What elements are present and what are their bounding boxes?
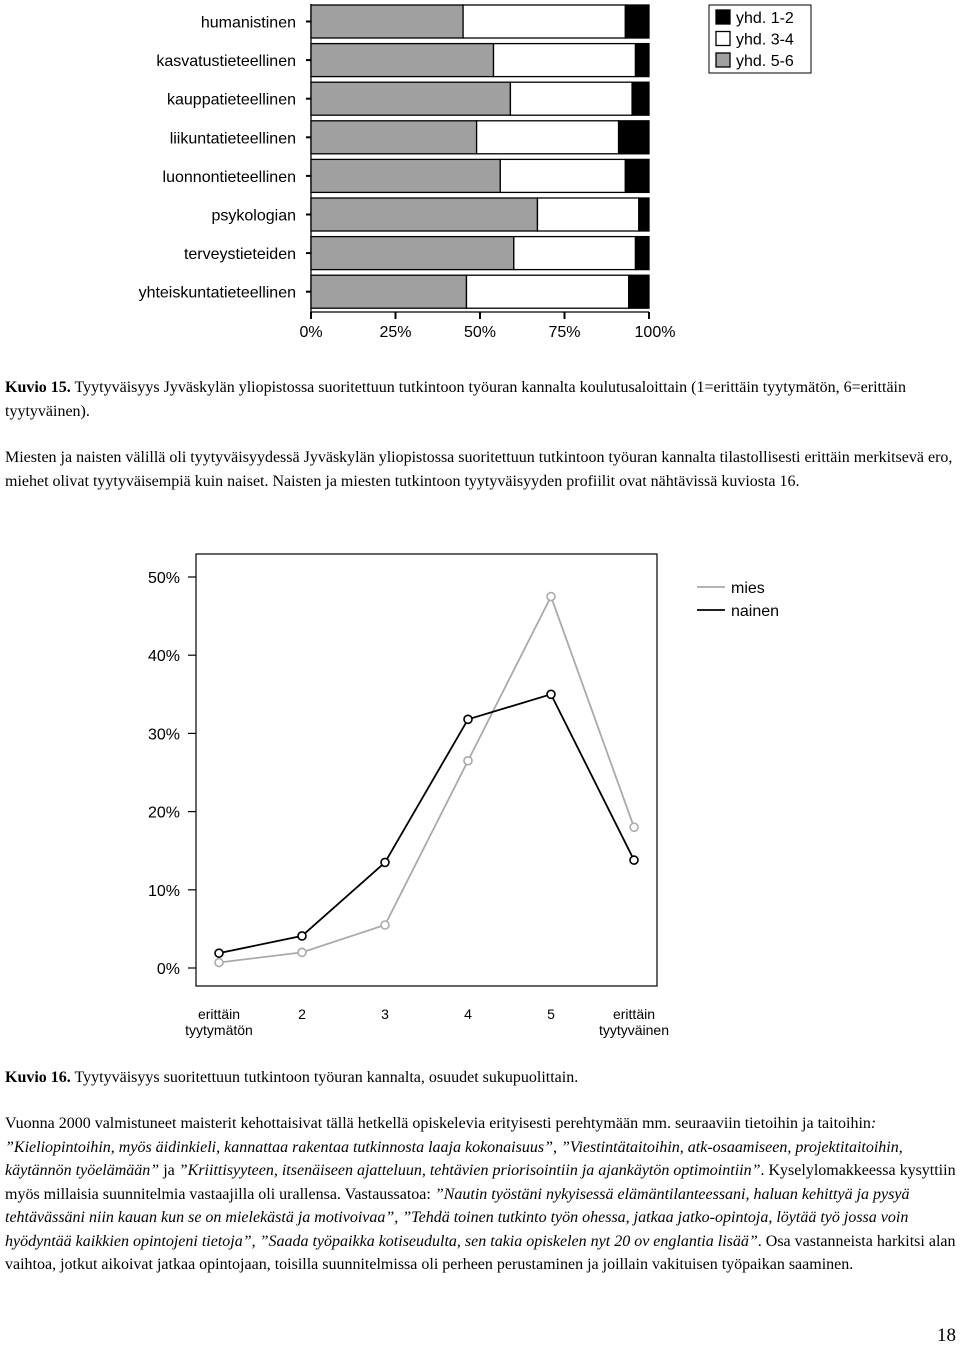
legend-label: yhd. 1-2 [736, 10, 794, 27]
data-point-mies [381, 921, 389, 929]
bar-segment [510, 82, 632, 115]
bar-segment [500, 159, 625, 192]
x-tick-label: tyytymätön [185, 1022, 253, 1038]
stacked-bar-chart [0, 0, 960, 345]
x-tick-label: 25% [379, 324, 412, 341]
data-point-mies [464, 757, 472, 765]
paragraph-gender-difference: Miesten ja naisten välillä oli tyytyväisyydessä Jyväskylän yliopistossa suoritettuun tutkintoon työuran kannalta tilastollisesti erittäin merkitsevä ero, miehet olivat tyytyväisempiä kuin naiset. Naisten ja miesten tutkintoon tyytyväisyyden profiilit ovat nähtävissä kuviosta 16. [5, 449, 953, 490]
y-tick-label: 0% [156, 961, 180, 978]
bar-segment [632, 82, 649, 115]
data-point-mies [298, 948, 306, 956]
y-tick-label: 10% [147, 882, 180, 900]
bar-segment [625, 5, 649, 38]
data-point-mies [630, 823, 638, 831]
bar-segment [619, 121, 649, 154]
bar-segment [635, 44, 649, 77]
figure-15-caption: Kuvio 15. Tyytyväisyys Jyväskylän yliopistossa suoritettuun tutkintoon työuran kannalta koulutusaloittain (1=erittäin tyytymätön, 6=erittäin tyytyväinen). [5, 379, 906, 420]
bar-segment [311, 82, 510, 115]
y-tick-label: 50% [147, 570, 180, 587]
bar-segment [625, 159, 649, 192]
data-point-nainen [547, 690, 555, 698]
bar-segment [311, 5, 463, 38]
data-point-nainen [464, 715, 472, 723]
category-label: psykologian [211, 207, 296, 225]
data-point-nainen [215, 949, 223, 957]
bar-segment [466, 275, 628, 308]
x-tick-label: tyytyväinen [598, 1022, 670, 1038]
bar-segment [629, 275, 649, 308]
legend-label: yhd. 3-4 [736, 31, 794, 49]
legend-swatch [716, 32, 730, 46]
legend-label: yhd. 5-6 [736, 53, 794, 70]
category-label: luonnontieteellinen [162, 168, 296, 186]
y-tick-label: 40% [147, 648, 180, 666]
page-number: 18 [937, 1325, 956, 1346]
x-tick-label: 0% [299, 324, 323, 341]
bar-segment [311, 198, 537, 231]
x-tick-label: 75% [548, 324, 581, 341]
x-tick-label: 50% [463, 324, 497, 341]
data-point-nainen [630, 856, 638, 864]
x-tick-label: 5 [547, 1006, 555, 1022]
paragraph-advice: Vuonna 2000 valmistuneet maisterit kehottaisivat tällä hetkellä opiskelevia erityisesti perehtymään mm. seuraaviin tietoihin ja taitoihin: ”Kieliopintoihin, myös äidinkieli, kannattaa rakentaa tutkinnosta laaja kokonaisuus”, ”Viestintätaitoihin, atk-osaamiseen, projektitaitoihin, käytännön työelämään” ja ”Kriittisyyteen, itsenäiseen ajatteluun, tehtävien priorisointiin ja ajankäytön optimointiin”. Kyselylomakkeessa kysyttiin myös millaisia suunnitelmia vastaajilla oli urallensa. Vastaussatoa: ”Nautin työstäni nykyisessä elämäntilanteessani, haluan kehittyä ja pysyä tehtävässäni niin kauan kun se on mielekästä ja motivoivaa”, ”Tehdä toinen tutkinto työn ohessa, jatkaa jatko-opintoja, löytää työ jossa voin hyödyntää kaikkien opintojeni tietoja”, ”Saada työpaikka kotiseudulta, sen takia opiskelen nyt 20 ov englantia lisää”. Osa vastanneista harkitsi alan vaihtoa, jotkut aikoivat jatkaa opintojaan, toisilla suunnitelmissa oli perheen perustaminen ja joillain vakituisen työpaikan saaminen. [5, 1115, 956, 1273]
figure-16-caption: Kuvio 16. Tyytyväisyys suoritettuun tutkintoon työuran kannalta, osuudet sukupuolittain. [5, 1069, 579, 1086]
category-label: yhteiskuntatieteellinen [138, 284, 296, 302]
bar-segment [311, 44, 494, 77]
legend-swatch [716, 10, 730, 24]
legend-label: nainen [731, 603, 780, 620]
legend-swatch [716, 53, 730, 67]
category-label: kasvatustieteellinen [156, 53, 296, 71]
data-point-mies [215, 959, 223, 967]
legend-label: mies [731, 580, 765, 597]
bar-segment [311, 121, 477, 154]
x-tick-label: erittäin [197, 1006, 241, 1022]
data-point-nainen [381, 858, 389, 866]
plot-frame [196, 554, 657, 986]
bar-segment [639, 198, 649, 231]
bar-segment [537, 198, 638, 231]
bar-segment [463, 5, 625, 38]
y-tick-label: 20% [147, 804, 180, 822]
data-point-mies [547, 593, 555, 601]
data-point-nainen [298, 932, 306, 940]
bar-segment [311, 159, 500, 192]
bar-segment [635, 237, 649, 270]
x-tick-label: 3 [381, 1006, 389, 1022]
bar-segment [311, 275, 466, 308]
category-label: liikuntatieteellinen [169, 130, 296, 148]
category-label: kauppatieteellinen [167, 91, 296, 109]
bar-segment [311, 237, 514, 270]
category-label: terveystieteiden [183, 246, 296, 264]
x-tick-label: 2 [298, 1006, 306, 1022]
bar-segment [514, 237, 636, 270]
y-tick-label: 30% [147, 726, 180, 744]
x-tick-label: erittäin [612, 1006, 656, 1022]
category-label: humanistinen [200, 14, 296, 32]
x-tick-label: 100% [634, 324, 676, 341]
bar-segment [494, 44, 636, 77]
bar-segment [477, 121, 619, 154]
line-chart [0, 548, 960, 1058]
x-tick-label: 4 [464, 1006, 472, 1022]
